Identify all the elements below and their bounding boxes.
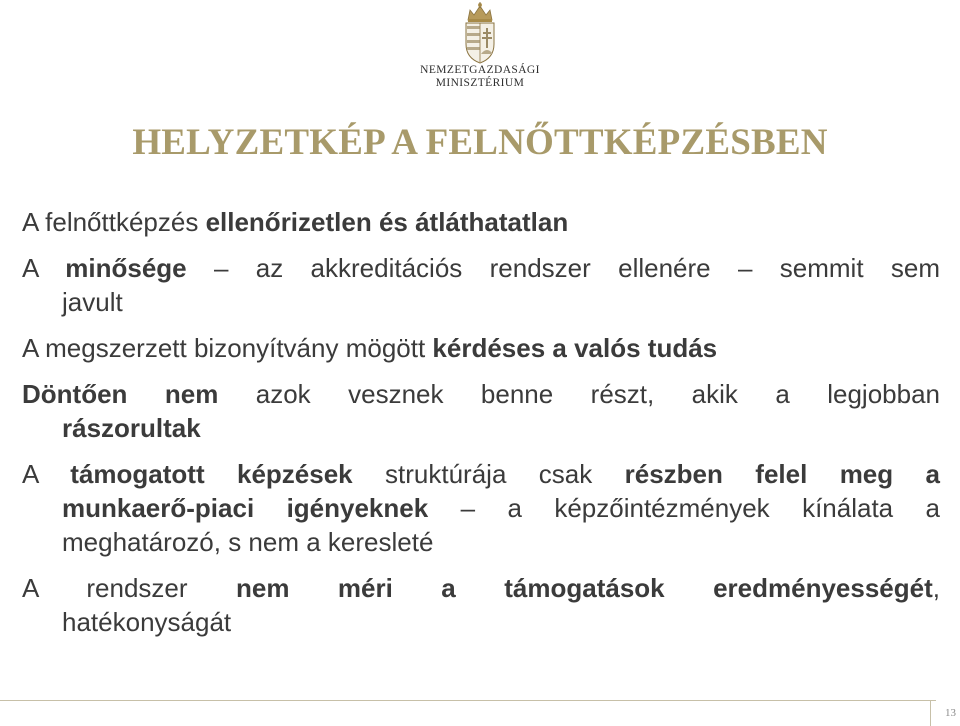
ministry-name-line1: NEMZETGAZDASÁGI [420, 64, 540, 76]
bold-text: munkaerő-piaci igényeknek [62, 493, 429, 523]
bullet-list [22, 205, 940, 651]
bullet-item [22, 457, 940, 559]
text-run: javult [62, 287, 123, 317]
text-run: A [22, 459, 71, 489]
ministry-name [400, 64, 560, 90]
bullet-item [22, 331, 940, 365]
bottom-rule [0, 700, 936, 701]
bullet-item [22, 205, 940, 239]
bullet-line [22, 411, 940, 445]
bold-text: Döntően nem [22, 379, 219, 409]
text-run: meghatározó, s nem a keresleté [62, 527, 434, 557]
bullet-line [22, 605, 940, 639]
ministry-logo [400, 0, 560, 100]
bullet-line [22, 377, 940, 411]
slide-title: HELYZETKÉP A FELNŐTTKÉPZÉSBEN [132, 122, 828, 163]
text-run: hatékonyságát [62, 607, 232, 637]
bullet-line [22, 491, 940, 525]
bullet-line [22, 331, 940, 365]
bullet-line [22, 205, 940, 239]
text-run: , [932, 573, 940, 603]
bullet-line [22, 457, 940, 491]
text-run: azok vesznek benne részt, akik a legjobban [218, 379, 941, 409]
text-run: A megszerzett bizonyítvány mögött [22, 333, 433, 363]
text-run: A felnőttképzés [22, 207, 206, 237]
hungarian-coat-of-arms-icon [460, 2, 500, 64]
text-run: struktúrája csak [352, 459, 625, 489]
bullet-line [22, 251, 940, 285]
bullet-item [22, 377, 940, 445]
text-run: A rendszer [22, 573, 236, 603]
text-run: – a képzőintézmények kínálata a [428, 493, 940, 523]
text-run: A [22, 253, 66, 283]
bold-text: kérdéses a valós tudás [432, 333, 718, 363]
bullet-line [22, 525, 940, 559]
bold-text: nem méri a támogatások eredményességét [236, 573, 933, 603]
page-number: 13 [945, 707, 956, 719]
bold-text: minősége [65, 253, 187, 283]
ministry-name-line2: MINISZTÉRIUM [435, 77, 525, 89]
bullet-item [22, 251, 940, 319]
bold-text: részben felel meg a [624, 459, 940, 489]
text-run: – az akkreditációs rendszer ellenére – semmit sem [186, 253, 940, 283]
bullet-line [22, 285, 940, 319]
bold-text: ellenőrizetlen és átláthatatlan [205, 207, 569, 237]
bold-text: támogatott képzések [70, 459, 353, 489]
bullet-line [22, 571, 940, 605]
bold-text: rászorultak [62, 413, 201, 443]
bullet-item [22, 571, 940, 639]
